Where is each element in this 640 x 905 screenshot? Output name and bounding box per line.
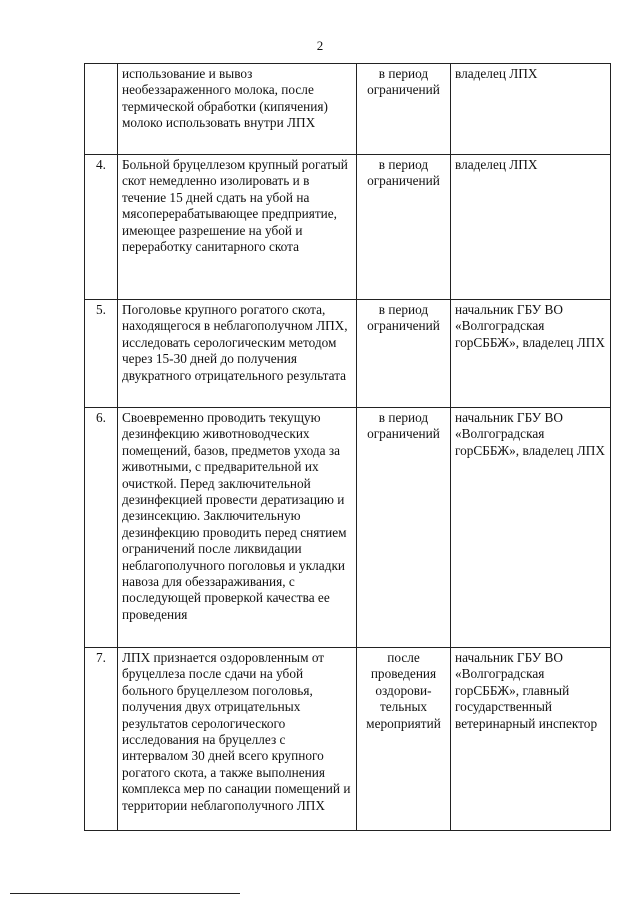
row-number: 4.	[85, 155, 118, 300]
row-number	[85, 64, 118, 155]
row-responsible: владелец ЛПХ	[451, 64, 611, 155]
row-number: 6.	[85, 408, 118, 648]
row-number: 7.	[85, 648, 118, 831]
row-term: в период ограничений	[357, 408, 451, 648]
row-number: 5.	[85, 300, 118, 408]
table-row	[85, 408, 611, 648]
row-action: Поголовье крупного рогатого скота, находящегося в неблагополучном ЛПХ, исследовать серологическим методом через 15-30 дней до получения двукратного отрицательного результата	[118, 300, 357, 408]
footnote-separator	[10, 893, 240, 894]
row-responsible: начальник ГБУ ВО «Волгоградская горСББЖ», владелец ЛПХ	[451, 300, 611, 408]
table-row	[85, 64, 611, 155]
table-row	[85, 648, 611, 831]
row-action: Своевременно проводить текущую дезинфекцию животноводческих помещений, базов, предметов ухода за животными, с предварительной их очисткой. Перед заключительной дезинфекцией провести дератизацию и дезинсекцию. Заключительную дезинфекцию проводить перед снятием ограничений после ликвидации неблагополучного поголовья и укладки навоза для обеззараживания, с последующей проверкой качества ее проведения	[118, 408, 357, 648]
row-term: после проведения оздорови-тельных мероприятий	[357, 648, 451, 831]
page-number: 2	[316, 38, 324, 53]
row-responsible: начальник ГБУ ВО «Волгоградская горСББЖ», владелец ЛПХ	[451, 408, 611, 648]
row-action: ЛПХ признается оздоровленным от бруцеллеза после сдачи на убой больного бруцеллезом поголовья, получения двух отрицательных результатов серологического исследования на бруцеллез с интервалом 30 дней всего крупного рогатого скота, а также выполнения комплекса мер по санации помещений и территории неблагополучного ЛПХ	[118, 648, 357, 831]
measures-table	[84, 63, 611, 831]
table-row	[85, 155, 611, 300]
table-row	[85, 300, 611, 408]
row-action: Больной бруцеллезом крупный рогатый скот немедленно изолировать и в течение 15 дней сдать на убой на мясоперерабатывающее предприятие, имеющее разрешение на убой и переработку санитарного скота	[118, 155, 357, 300]
row-term: в период ограничений	[357, 300, 451, 408]
row-term: в период ограничений	[357, 64, 451, 155]
row-responsible: владелец ЛПХ	[451, 155, 611, 300]
row-action: использование и вывоз необеззараженного молока, после термической обработки (кипячения) молоко использовать внутри ЛПХ	[118, 64, 357, 155]
row-term: в период ограничений	[357, 155, 451, 300]
row-responsible: начальник ГБУ ВО «Волгоградская горСББЖ», главный государственный ветеринарный инспектор	[451, 648, 611, 831]
